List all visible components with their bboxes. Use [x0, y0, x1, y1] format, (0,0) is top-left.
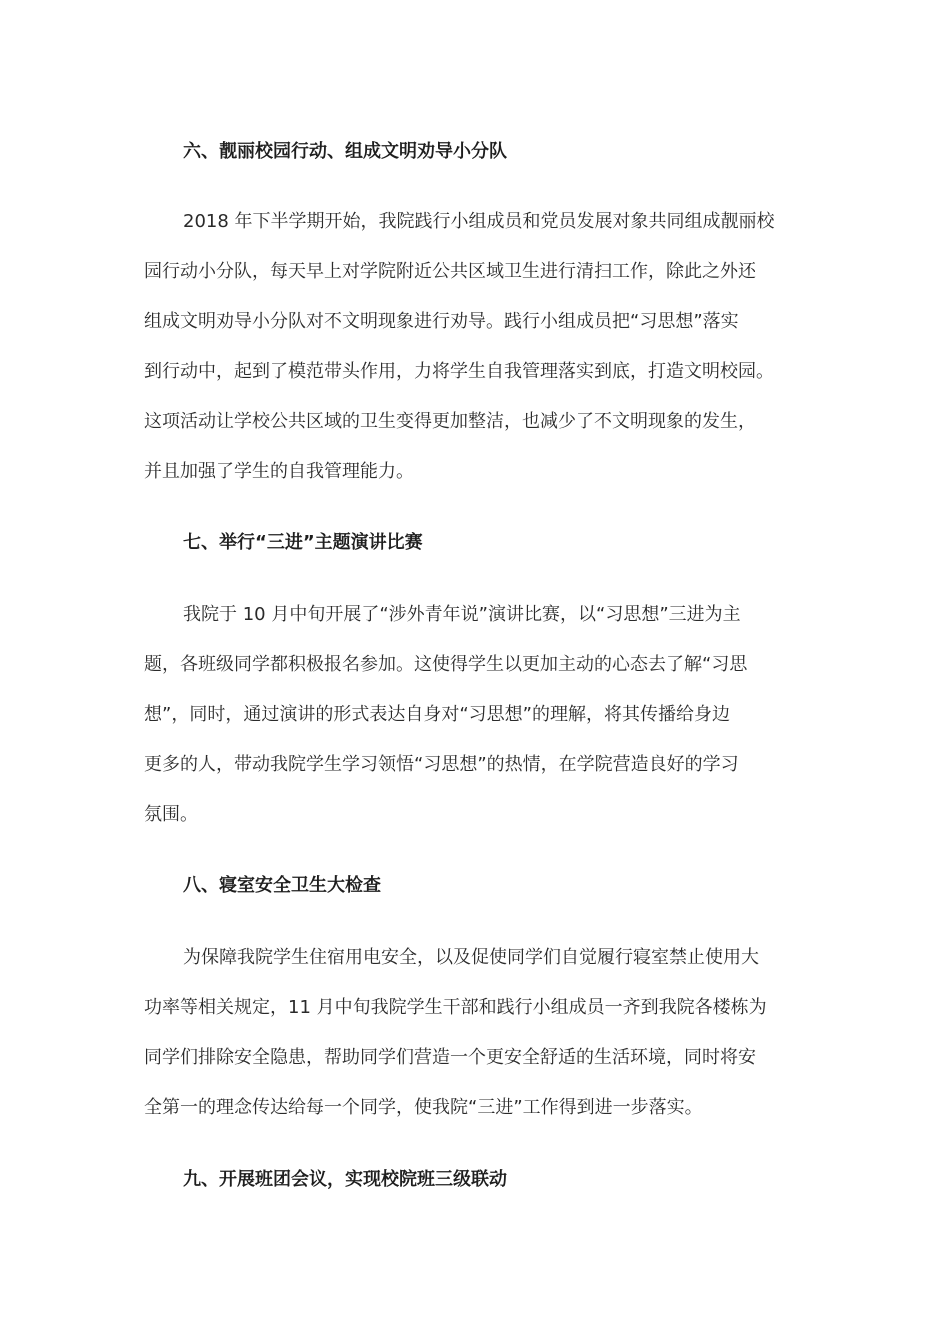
paragraph-line: 想”，同时，通过演讲的形式表达自身对“习思想”的理解，将其传播给身边: [144, 704, 730, 725]
section-heading-8: 八、寝室安全卫生大检查: [183, 875, 381, 896]
paragraph-line: 我院于 10 月中旬开展了“涉外青年说”演讲比赛，以“习思想”三进为主: [183, 604, 741, 625]
paragraph-line: 氛围。: [144, 804, 198, 825]
paragraph-line: 全第一的理念传达给每一个同学，使我院“三进”工作得到进一步落实。: [144, 1097, 703, 1118]
section-heading-9: 九、开展班团会议，实现校院班三级联动: [183, 1169, 507, 1190]
paragraph-line: 这项活动让学校公共区域的卫生变得更加整洁，也减少了不文明现象的发生，: [144, 411, 756, 432]
paragraph-line: 为保障我院学生住宿用电安全，以及促使同学们自觉履行寝室禁止使用大: [183, 947, 759, 968]
section-heading-6: 六、靓丽校园行动、组成文明劝导小分队: [183, 141, 507, 162]
paragraph-line: 功率等相关规定，11 月中旬我院学生干部和践行小组成员一齐到我院各楼栋为: [144, 997, 767, 1018]
paragraph-line: 到行动中，起到了模范带头作用，力将学生自我管理落实到底，打造文明校园。: [144, 361, 774, 382]
paragraph-line: 2018 年下半学期开始，我院践行小组成员和党员发展对象共同组成靓丽校: [183, 211, 775, 232]
paragraph-line: 并且加强了学生的自我管理能力。: [144, 461, 414, 482]
paragraph-line: 同学们排除安全隐患，帮助同学们营造一个更安全舒适的生活环境，同时将安: [144, 1047, 756, 1068]
paragraph-line: 组成文明劝导小分队对不文明现象进行劝导。践行小组成员把“习思想”落实: [144, 311, 739, 332]
paragraph-line: 更多的人，带动我院学生学习领悟“习思想”的热情，在学院营造良好的学习: [144, 754, 739, 775]
paragraph-line: 题，各班级同学都积极报名参加。这使得学生以更加主动的心态去了解“习思: [144, 654, 748, 675]
section-heading-7: 七、举行“三进”主题演讲比赛: [183, 532, 423, 553]
paragraph-line: 园行动小分队，每天早上对学院附近公共区域卫生进行清扫工作，除此之外还: [144, 261, 756, 282]
